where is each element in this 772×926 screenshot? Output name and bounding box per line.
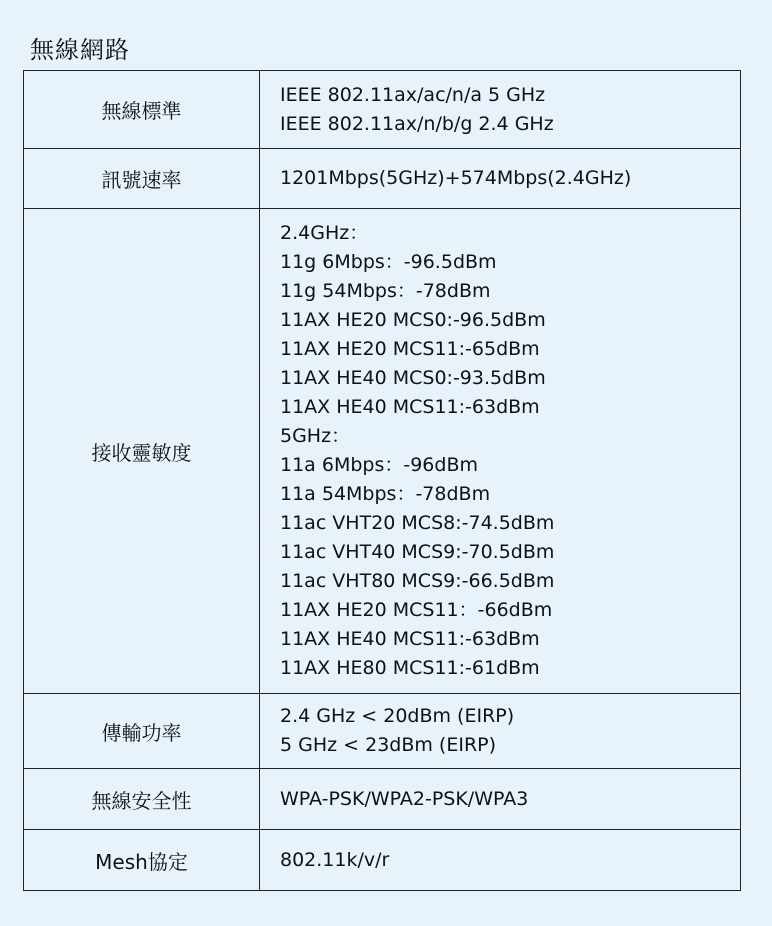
value-line: 11a 54Mbps：-78dBm [280,483,491,505]
table-row [24,830,741,891]
table-row [24,694,741,769]
row-value [260,769,741,830]
value-line: IEEE 802.11ax/ac/n/a 5 GHz [280,83,546,106]
row-value [260,71,741,149]
value-line: 5 GHz < 23dBm (EIRP) [280,734,497,756]
value-line: 5GHz： [280,425,351,447]
value-line: 11AX HE40 MCS11:-63dBm [280,628,540,650]
section-title: 無線網路 [30,36,130,64]
value-line: 11AX HE20 MCS0:-96.5dBm [280,309,546,331]
value-line: 1201Mbps(5GHz)+574Mbps(2.4GHz) [280,167,632,189]
value-line: 11AX HE20 MCS11:-65dBm [280,338,540,360]
value-line: 11ac VHT20 MCS8:-74.5dBm [280,512,555,534]
row-value [260,694,741,769]
row-label: 無線安全性 [24,769,260,830]
value-line: 11AX HE40 MCS11:-63dBm [280,396,540,418]
value-line: 11AX HE40 MCS0:-93.5dBm [280,367,546,389]
row-label: 訊號速率 [24,149,260,209]
table-row [24,71,741,149]
table-row [24,769,741,830]
value-line: IEEE 802.11ax/n/b/g 2.4 GHz [280,112,554,135]
value-line: WPA-PSK/WPA2-PSK/WPA3 [280,787,529,810]
row-label: Mesh協定 [24,830,260,891]
value-line: 11AX HE20 MCS11：-66dBm [280,599,553,621]
value-line: 11AX HE80 MCS11:-61dBm [280,657,540,679]
value-line: 11g 54Mbps：-78dBm [280,280,491,302]
row-value [260,209,741,694]
value-line: 2.4 GHz < 20dBm (EIRP) [280,705,515,727]
row-label: 傳輸功率 [24,694,260,769]
table-row [24,149,741,209]
row-label: 無線標準 [24,71,260,149]
row-label: 接收靈敏度 [24,209,260,694]
spec-table [23,70,741,891]
value-line: 11ac VHT80 MCS9:-66.5dBm [280,570,555,592]
value-line: 2.4GHz： [280,222,369,244]
value-line: 11ac VHT40 MCS9:-70.5dBm [280,541,555,563]
value-line: 802.11k/v/r [280,848,390,871]
value-line: 11a 6Mbps：-96dBm [280,454,478,476]
row-value [260,830,741,891]
table-row [24,209,741,694]
value-line: 11g 6Mbps：-96.5dBm [280,251,497,273]
row-value [260,149,741,209]
